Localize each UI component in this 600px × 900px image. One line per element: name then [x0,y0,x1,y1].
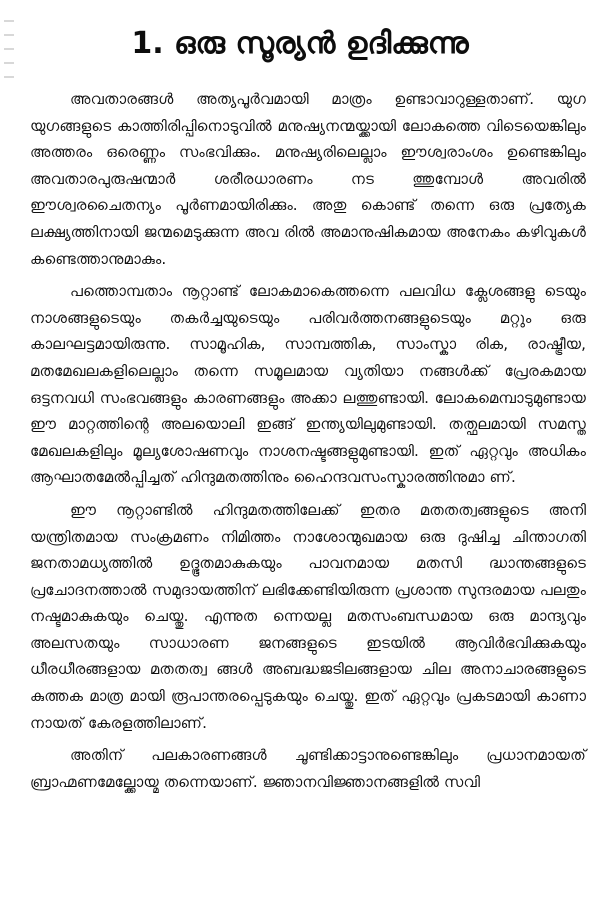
chapter-title: 1. ഒരു സൂര്യൻ ഉദിക്കുന്നു [131,26,469,61]
edge-mark [4,76,14,78]
chapter-body [30,86,586,795]
paragraph-4: അതിന് പലകാരണങ്ങൾ ചൂണ്ടിക്കാട്ടാനുണ്ടെങ്കിലും പ്രധാനമായത് ബ്രാഹ്മണമേല്ക്കോയ്മ തന്നെയാണ്. ജ്ഞാനവിജ്ഞാനങ്ങളിൽ സവി [30,746,586,791]
paragraph-1: അവതാരങ്ങൾ അത്യപൂർവമായി മാത്രം ഉണ്ടാവാറുള്ളതാണ്. യുഗ യുഗങ്ങളുടെ കാത്തിരിപ്പിനൊടുവിൽ മനുഷ്യനന്മയ്ക്കായി ലോകത്തെ വിടെയെങ്കിലും അത്തരം ഒരെണ്ണം സംഭവിക്കും. മനുഷ്യരിലെല്ലാം ഈശ്വരാംശം ഉണ്ടെങ്കിലും അവതാരപുരുഷന്മാർ ശരീരധാരണം നട ത്തുമ്പോൾ അവരിൽ ഈശ്വരചൈതന്യം പൂർണമായിരിക്കും. അതു കൊണ്ട് തന്നെ ഒരു പ്രത്യേക ലക്ഷ്യത്തിനായി ജന്മമെടുക്കുന്ന അവ രിൽ അമാനുഷികമായ അനേകം കഴിവുകൾ കണ്ടെത്താനുമാകും. [30,90,586,268]
paragraph-3: ഈ നൂറ്റാണ്ടിൽ ഹിന്ദുമതത്തിലേക്ക് ഇതര മതതത്വങ്ങളുടെ അനി യന്ത്രിതമായ സംക്രമണം നിമിത്തം നാശോന്മുഖമായ ഒരു ദുഷിച്ച ചിന്താഗതി ജനതാമധ്യത്തിൽ ഉദ്ഭൂതമാകുകയും പാവനമായ മതസി ദ്ധാന്തങ്ങളുടെ പ്രചോദനത്താൽ സമുദായത്തിന് ലഭിക്കേണ്ടിയിരുന്ന പ്രശാന്ത സുന്ദരമായ പലതും നഷ്ടമാകുകയും ചെയ്തു. എന്നുത ന്നെയല്ല മതസംബന്ധമായ ഒരു മാന്ദ്യവും അലസതയും സാധാരണ ജനങ്ങളുടെ ഇടയിൽ ആവിർഭവിക്കുകയും ധീരധീരങ്ങളായ മതതത്വ ങ്ങൾ അബദ്ധജടിലങ്ങളായ ചില അനാചാരങ്ങളുടെ കുത്തക മാത്ര മായി രൂപാന്തരപ്പെടുകയും ചെയ്തു. ഇത് ഏറ്റവും പ്രകടമായി കാണാ നായത് കേരളത്തിലാണ്. [30,500,586,732]
paragraph-2: പത്തൊമ്പതാം നൂറ്റാണ്ട് ലോകമാകെത്തന്നെ പലവിധ ക്ലേശങ്ങളു ടെയും നാശങ്ങളുടെയും തകർച്ചയുടെയും പരിവർത്തനങ്ങളുടെയും മറ്റും ഒരു കാലഘട്ടമായിരുന്നു. സാമൂഹിക, സാമ്പത്തിക, സാംസ്കാ രിക, രാഷ്ട്രീയ, മതമേഖലകളിലെല്ലാം തന്നെ സമൂലമായ വ്യതിയാ നങ്ങൾക്ക് പ്രേരകമായ ഒട്ടനവധി സംഭവങ്ങളും കാരണങ്ങളും അക്കാ ലത്തുണ്ടായി. ലോകമെമ്പാടുമുണ്ടായ ഈ മാറ്റത്തിന്റെ അലയൊലി ഇങ്ങ് ഇന്ത്യയിലുമുണ്ടായി. തത്ഫലമായി സമസ്ത മേഖലകളിലും മൂല്യശോഷണവും നാശനഷ്ടങ്ങളുമുണ്ടായി. ഇത് ഏറ്റവും അധികം ആഘാതമേൽപ്പിച്ചത് ഹിന്ദുമതത്തിനും ഹൈന്ദവസംസ്കാരത്തിനുമാ ണ്. [30,282,586,487]
